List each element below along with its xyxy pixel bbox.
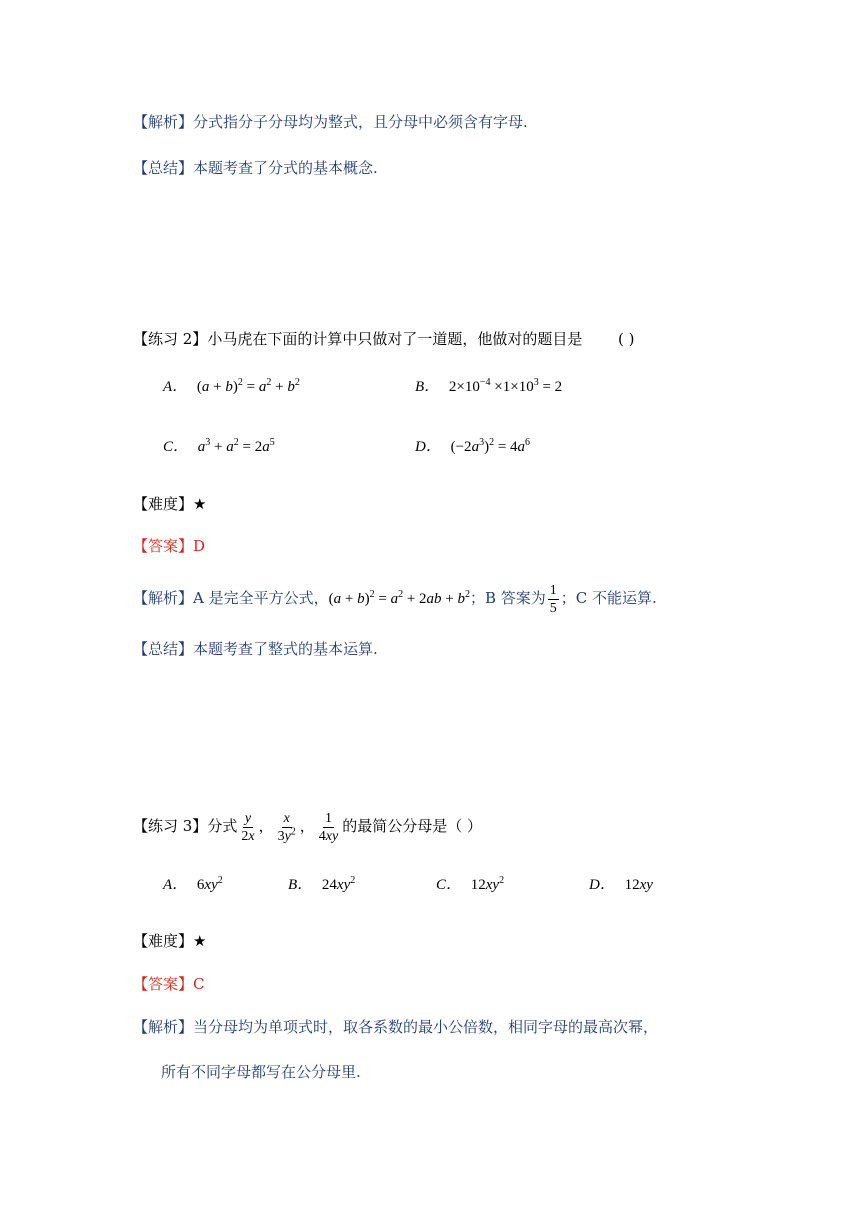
star-icon: ★ — [193, 932, 207, 950]
separator: ， — [299, 817, 315, 835]
practice-3-analysis — [133, 1017, 658, 1037]
practice-2-option-c[interactable]: C． $a^3 + a^2 = 2a^5$ — [163, 437, 275, 455]
option-label: B． — [415, 379, 440, 395]
separator: ， — [258, 817, 274, 835]
summary-line-1 — [133, 158, 378, 178]
practice-2-analysis — [133, 580, 657, 617]
practice-2-difficulty — [133, 494, 206, 514]
fraction-y-2x: $\frac{y}{2x}$ — [241, 810, 255, 844]
option-label: C． — [436, 877, 462, 893]
practice-3-option-a[interactable]: A． $6xy^2$ — [163, 875, 223, 893]
fraction-one-fifth: $\frac{1}{5}$ — [549, 582, 557, 616]
option-label: D． — [415, 439, 441, 455]
analysis-formula: $(a + b)^2 = a^2 + 2ab + b^2$ — [328, 589, 470, 607]
analysis-tag: 【解析】 — [133, 113, 194, 131]
difficulty-tag: 【难度】 — [133, 932, 194, 950]
analysis-text-a: A 是完全平方公式， — [193, 589, 329, 607]
practice-3-option-c[interactable]: C． $12xy^2$ — [436, 875, 505, 893]
practice-3-option-d[interactable]: D． 12xy — [589, 877, 653, 893]
practice-2-text: 小马虎在下面的计算中只做对了一道题，他做对的题目是 — [207, 330, 583, 348]
analysis-tag: 【解析】 — [133, 589, 194, 607]
option-label: C． — [163, 439, 189, 455]
practice-2-option-d[interactable]: D． $(-2a^3)^2 = 4a^6$ — [415, 437, 531, 455]
analysis-text-b: ；B 答案为 — [470, 589, 546, 607]
practice-3-tag: 【练习 3】 — [133, 817, 208, 835]
practice-2-option-b[interactable]: B． $2\times 10^{-4} \times 1\times 10^3 = 2$ — [415, 377, 563, 395]
answer-value: D — [193, 537, 206, 555]
practice-2-answer — [133, 536, 205, 556]
answer-tag: 【答案】 — [133, 537, 194, 555]
option-label: A． — [163, 877, 188, 893]
fraction-1-4xy: $\frac{1}{4xy}$ — [318, 810, 339, 844]
practice-3-lead: 分式 — [207, 817, 238, 835]
option-label: A． — [163, 379, 188, 395]
practice-3-analysis-cont: 所有不同字母都写在公分母里. — [161, 1063, 361, 1081]
analysis-line-1: 当分母均为单项式时，取各系数的最小公倍数，相同字母的最高次幂， — [193, 1018, 659, 1036]
practice-2-tag: 【练习 2】 — [133, 330, 208, 348]
summary-text: 本题考查了分式的基本概念. — [193, 159, 378, 177]
practice-3-tail: 的最简公分母是（ ） — [342, 817, 483, 835]
practice-2-option-a[interactable]: A． $(a + b)^2 = a^2 + b^2$ — [163, 377, 300, 395]
summary-tag: 【总结】 — [133, 159, 194, 177]
answer-tag: 【答案】 — [133, 975, 194, 993]
star-icon: ★ — [193, 495, 207, 513]
practice-2-question — [133, 329, 582, 349]
practice-3-question — [133, 806, 482, 846]
difficulty-tag: 【难度】 — [133, 495, 194, 513]
summary-text: 本题考查了整式的基本运算. — [193, 640, 378, 658]
option-label: B． — [288, 877, 313, 893]
practice-3-option-b[interactable]: B． $24xy^2$ — [288, 875, 356, 893]
practice-2-summary — [133, 639, 378, 659]
summary-tag: 【总结】 — [133, 640, 194, 658]
practice-3-answer — [133, 974, 205, 994]
option-label: D． — [589, 877, 615, 893]
fraction-x-3y2: $\frac{x}{3y^2}$ — [277, 810, 296, 844]
answer-value: C — [193, 975, 205, 993]
practice-2-paren: ( ) — [618, 330, 635, 348]
analysis-text: 分式指分子分母均为整式，且分母中必须含有字母. — [193, 113, 528, 131]
analysis-line-1 — [133, 112, 528, 132]
analysis-tag: 【解析】 — [133, 1018, 194, 1036]
practice-3-difficulty — [133, 931, 206, 951]
analysis-text-c: ；C 不能运算. — [560, 589, 657, 607]
